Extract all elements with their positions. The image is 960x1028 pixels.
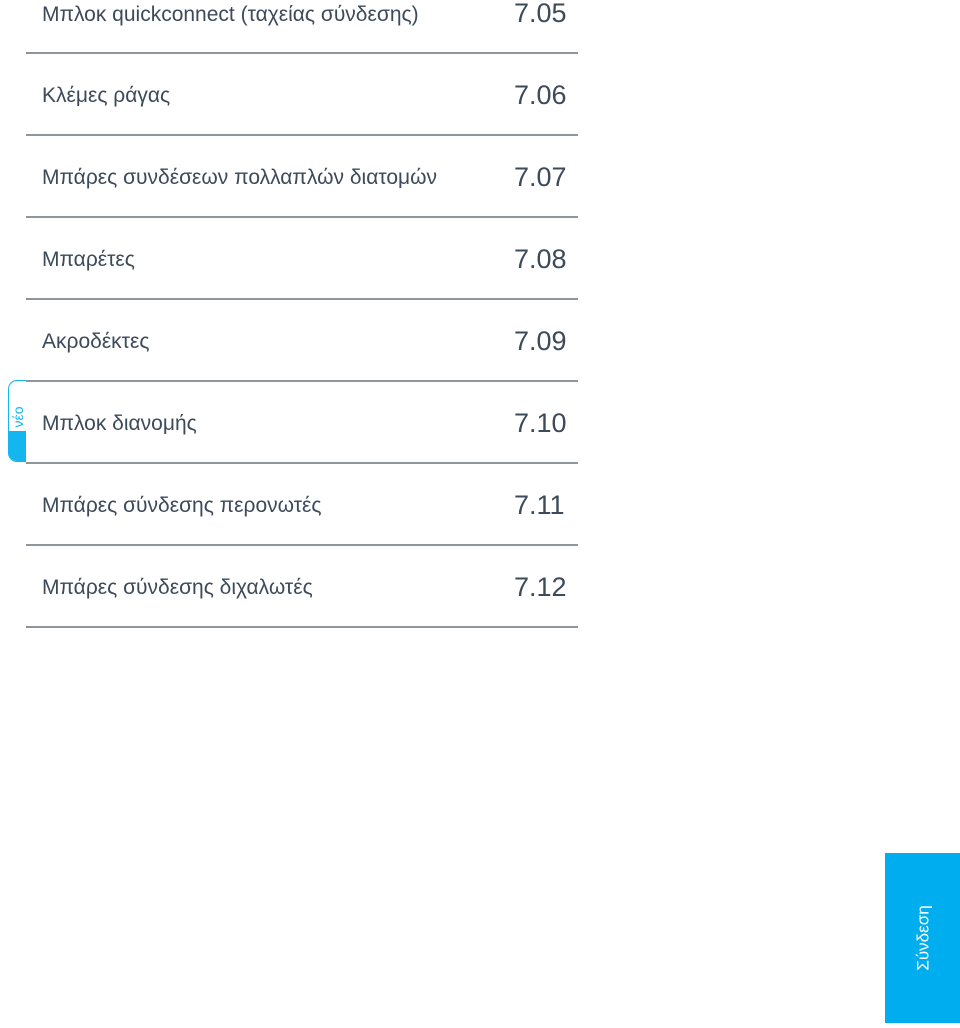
new-badge-label: νέο [9, 406, 26, 428]
toc-title: Ακροδέκτες [42, 330, 150, 353]
toc-page-number: 7.12 [514, 572, 567, 602]
toc-page-number: 7.09 [514, 326, 567, 356]
section-tab-label: Σύνδεση [913, 905, 932, 971]
toc-title: Μπλοκ quickconnect (ταχείας σύνδεσης) [42, 3, 419, 26]
toc-title: Μπαρέτες [42, 248, 135, 271]
toc-page-number: 7.05 [514, 0, 567, 28]
toc-row-7-09[interactable] [26, 300, 578, 382]
toc-row-7-05[interactable] [26, 0, 578, 54]
toc-title: Κλέμες ράγας [42, 84, 171, 107]
new-badge-fill [9, 431, 26, 462]
toc-row-7-10[interactable] [26, 382, 578, 464]
toc-page-number: 7.10 [514, 408, 567, 438]
toc-page-number: 7.07 [514, 162, 567, 192]
toc-title: Μπάρες σύνδεσης περονωτές [42, 494, 322, 517]
new-badge [8, 380, 26, 462]
toc-row-7-08[interactable] [26, 218, 578, 300]
toc-row-7-12[interactable] [26, 546, 578, 628]
section-tab[interactable] [885, 853, 960, 1023]
toc-page-number: 7.06 [514, 80, 567, 110]
toc-page-number: 7.08 [514, 244, 567, 274]
toc-row-7-07[interactable] [26, 136, 578, 218]
toc-title: Μπάρες συνδέσεων πολλαπλών διατομών [42, 166, 438, 189]
table-of-contents [26, 0, 578, 628]
toc-title: Μπάρες σύνδεσης διχαλωτές [42, 576, 313, 599]
toc-page-number: 7.11 [514, 490, 565, 520]
toc-row-7-06[interactable] [26, 54, 578, 136]
toc-row-7-11[interactable] [26, 464, 578, 546]
toc-title: Μπλοκ διανομής [42, 412, 197, 435]
